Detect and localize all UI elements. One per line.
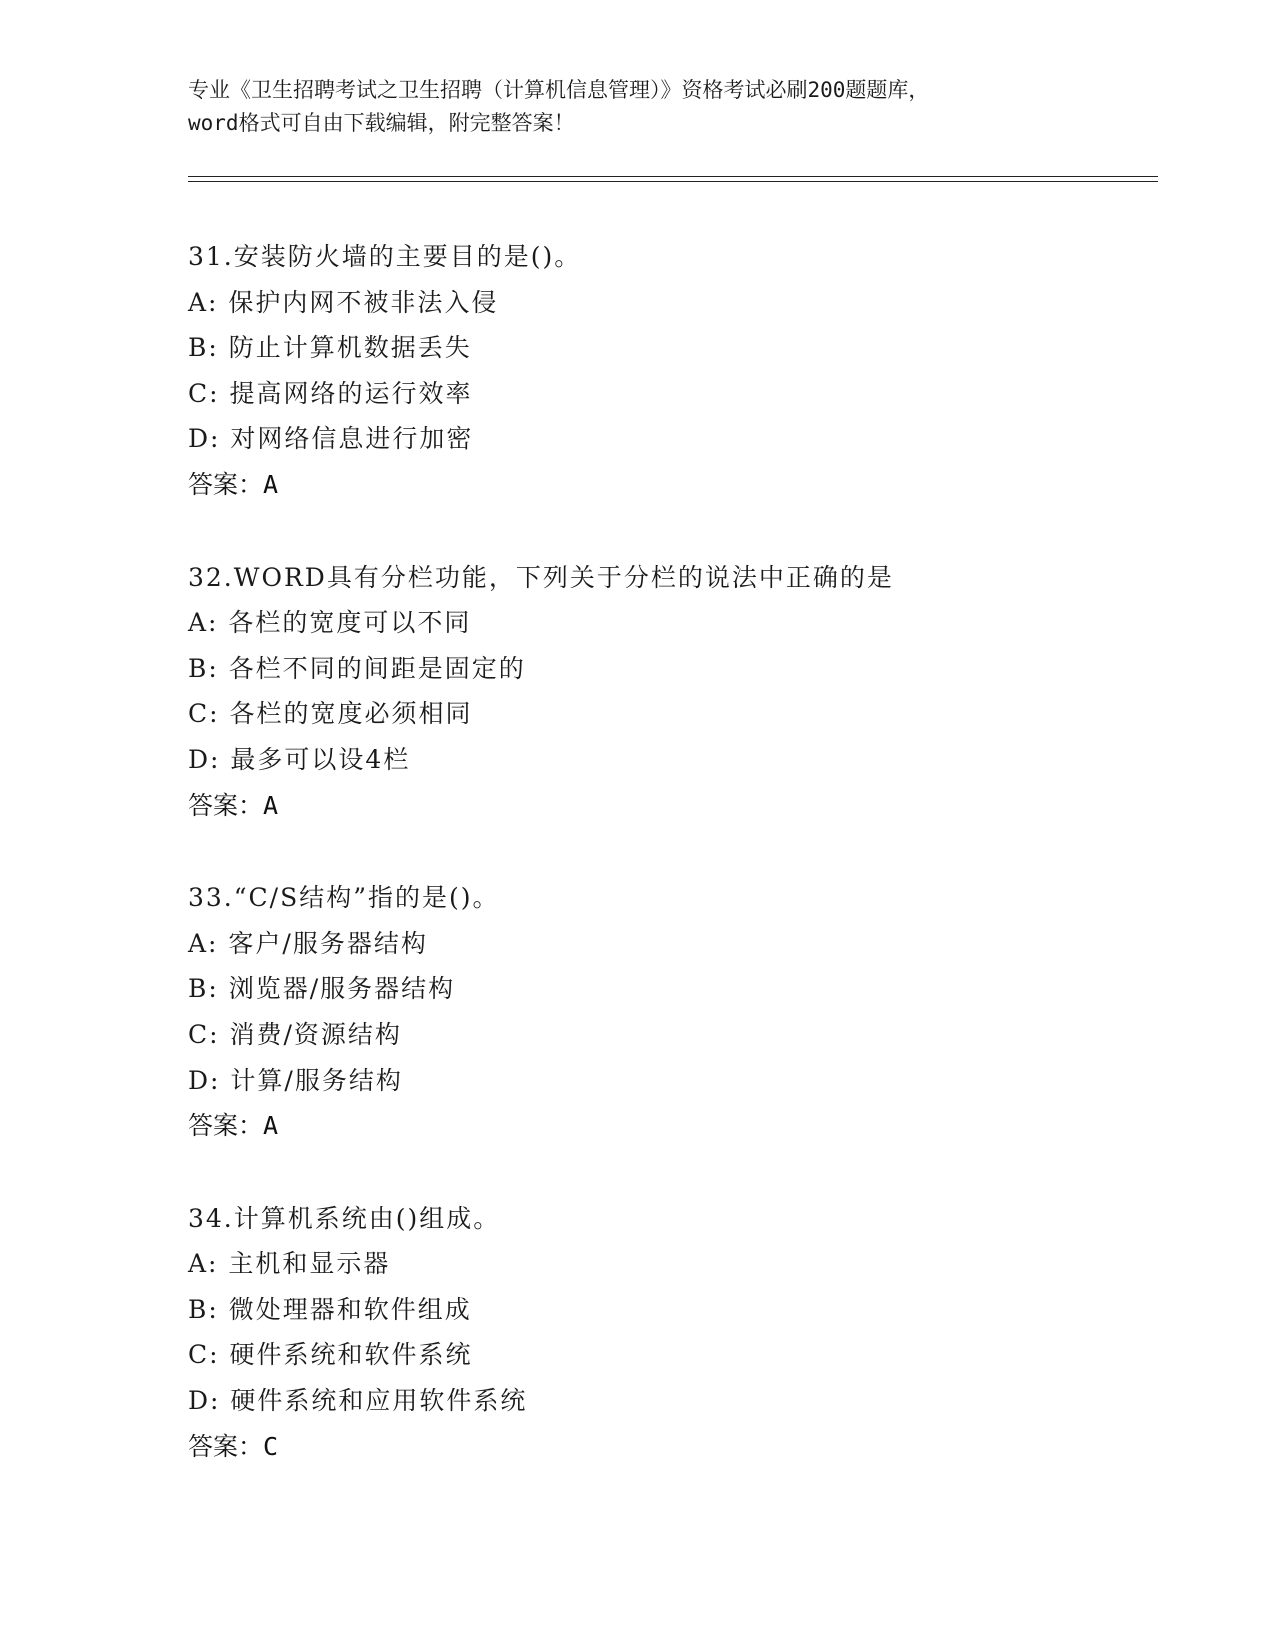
option-d: D: 最多可以设4栏 bbox=[188, 744, 411, 774]
option-b: B: 浏览器/服务器结构 bbox=[188, 974, 456, 1004]
option-c: C: 各栏的宽度必须相同 bbox=[188, 699, 473, 729]
question-stem: 31.安装防火墙的主要目的是()。 bbox=[188, 242, 582, 271]
answer-label: 答案： bbox=[188, 469, 264, 499]
answer-label: 答案： bbox=[188, 1431, 264, 1461]
option-a: A: 各栏的宽度可以不同 bbox=[188, 608, 472, 638]
answer-value: A bbox=[263, 790, 279, 820]
question-stem: 34.计算机系统由()组成。 bbox=[188, 1203, 501, 1233]
header-title-line-1: 专业《卫生招聘考试之卫生招聘（计算机信息管理）》资格考试必刷200题题库， bbox=[188, 78, 930, 102]
question-34 bbox=[188, 1196, 1188, 1470]
answer-line bbox=[188, 1424, 1188, 1470]
answer-line bbox=[188, 462, 1188, 508]
option-c: C: 硬件系统和软件系统 bbox=[188, 1340, 473, 1370]
answer-line bbox=[188, 1103, 1188, 1149]
option-b: B: 各栏不同的间距是固定的 bbox=[188, 653, 526, 683]
option-a: A: 主机和显示器 bbox=[188, 1249, 391, 1279]
document-header bbox=[188, 74, 1088, 140]
answer-value: A bbox=[263, 1111, 279, 1141]
option-a: A: 保护内网不被非法入侵 bbox=[188, 287, 499, 317]
answer-value: C bbox=[263, 1431, 279, 1461]
option-a: A: 客户/服务器结构 bbox=[188, 928, 428, 958]
question-list bbox=[188, 234, 1188, 1516]
question-31 bbox=[188, 234, 1188, 508]
option-d: D: 对网络信息进行加密 bbox=[188, 424, 474, 454]
option-b: B: 防止计算机数据丢失 bbox=[188, 333, 472, 363]
header-title-line-2: word格式可自由下载编辑，附完整答案！ bbox=[188, 111, 575, 135]
option-c: C: 提高网络的运行效率 bbox=[188, 378, 473, 408]
question-33 bbox=[188, 875, 1188, 1149]
option-c: C: 消费/资源结构 bbox=[188, 1019, 402, 1049]
answer-line bbox=[188, 783, 1188, 829]
option-d: D: 计算/服务结构 bbox=[188, 1065, 403, 1095]
question-stem: 32.WORD具有分栏功能，下列关于分栏的说法中正确的是 bbox=[188, 562, 894, 592]
option-d: D: 硬件系统和应用软件系统 bbox=[188, 1386, 528, 1416]
header-divider-top bbox=[188, 176, 1158, 177]
question-stem: 33.“C/S结构”指的是()。 bbox=[188, 883, 500, 913]
question-32 bbox=[188, 555, 1188, 829]
option-b: B: 微处理器和软件组成 bbox=[188, 1294, 472, 1324]
answer-value: A bbox=[263, 469, 279, 499]
answer-label: 答案： bbox=[188, 790, 264, 820]
answer-label: 答案： bbox=[188, 1111, 264, 1141]
header-divider-bottom bbox=[188, 181, 1158, 182]
